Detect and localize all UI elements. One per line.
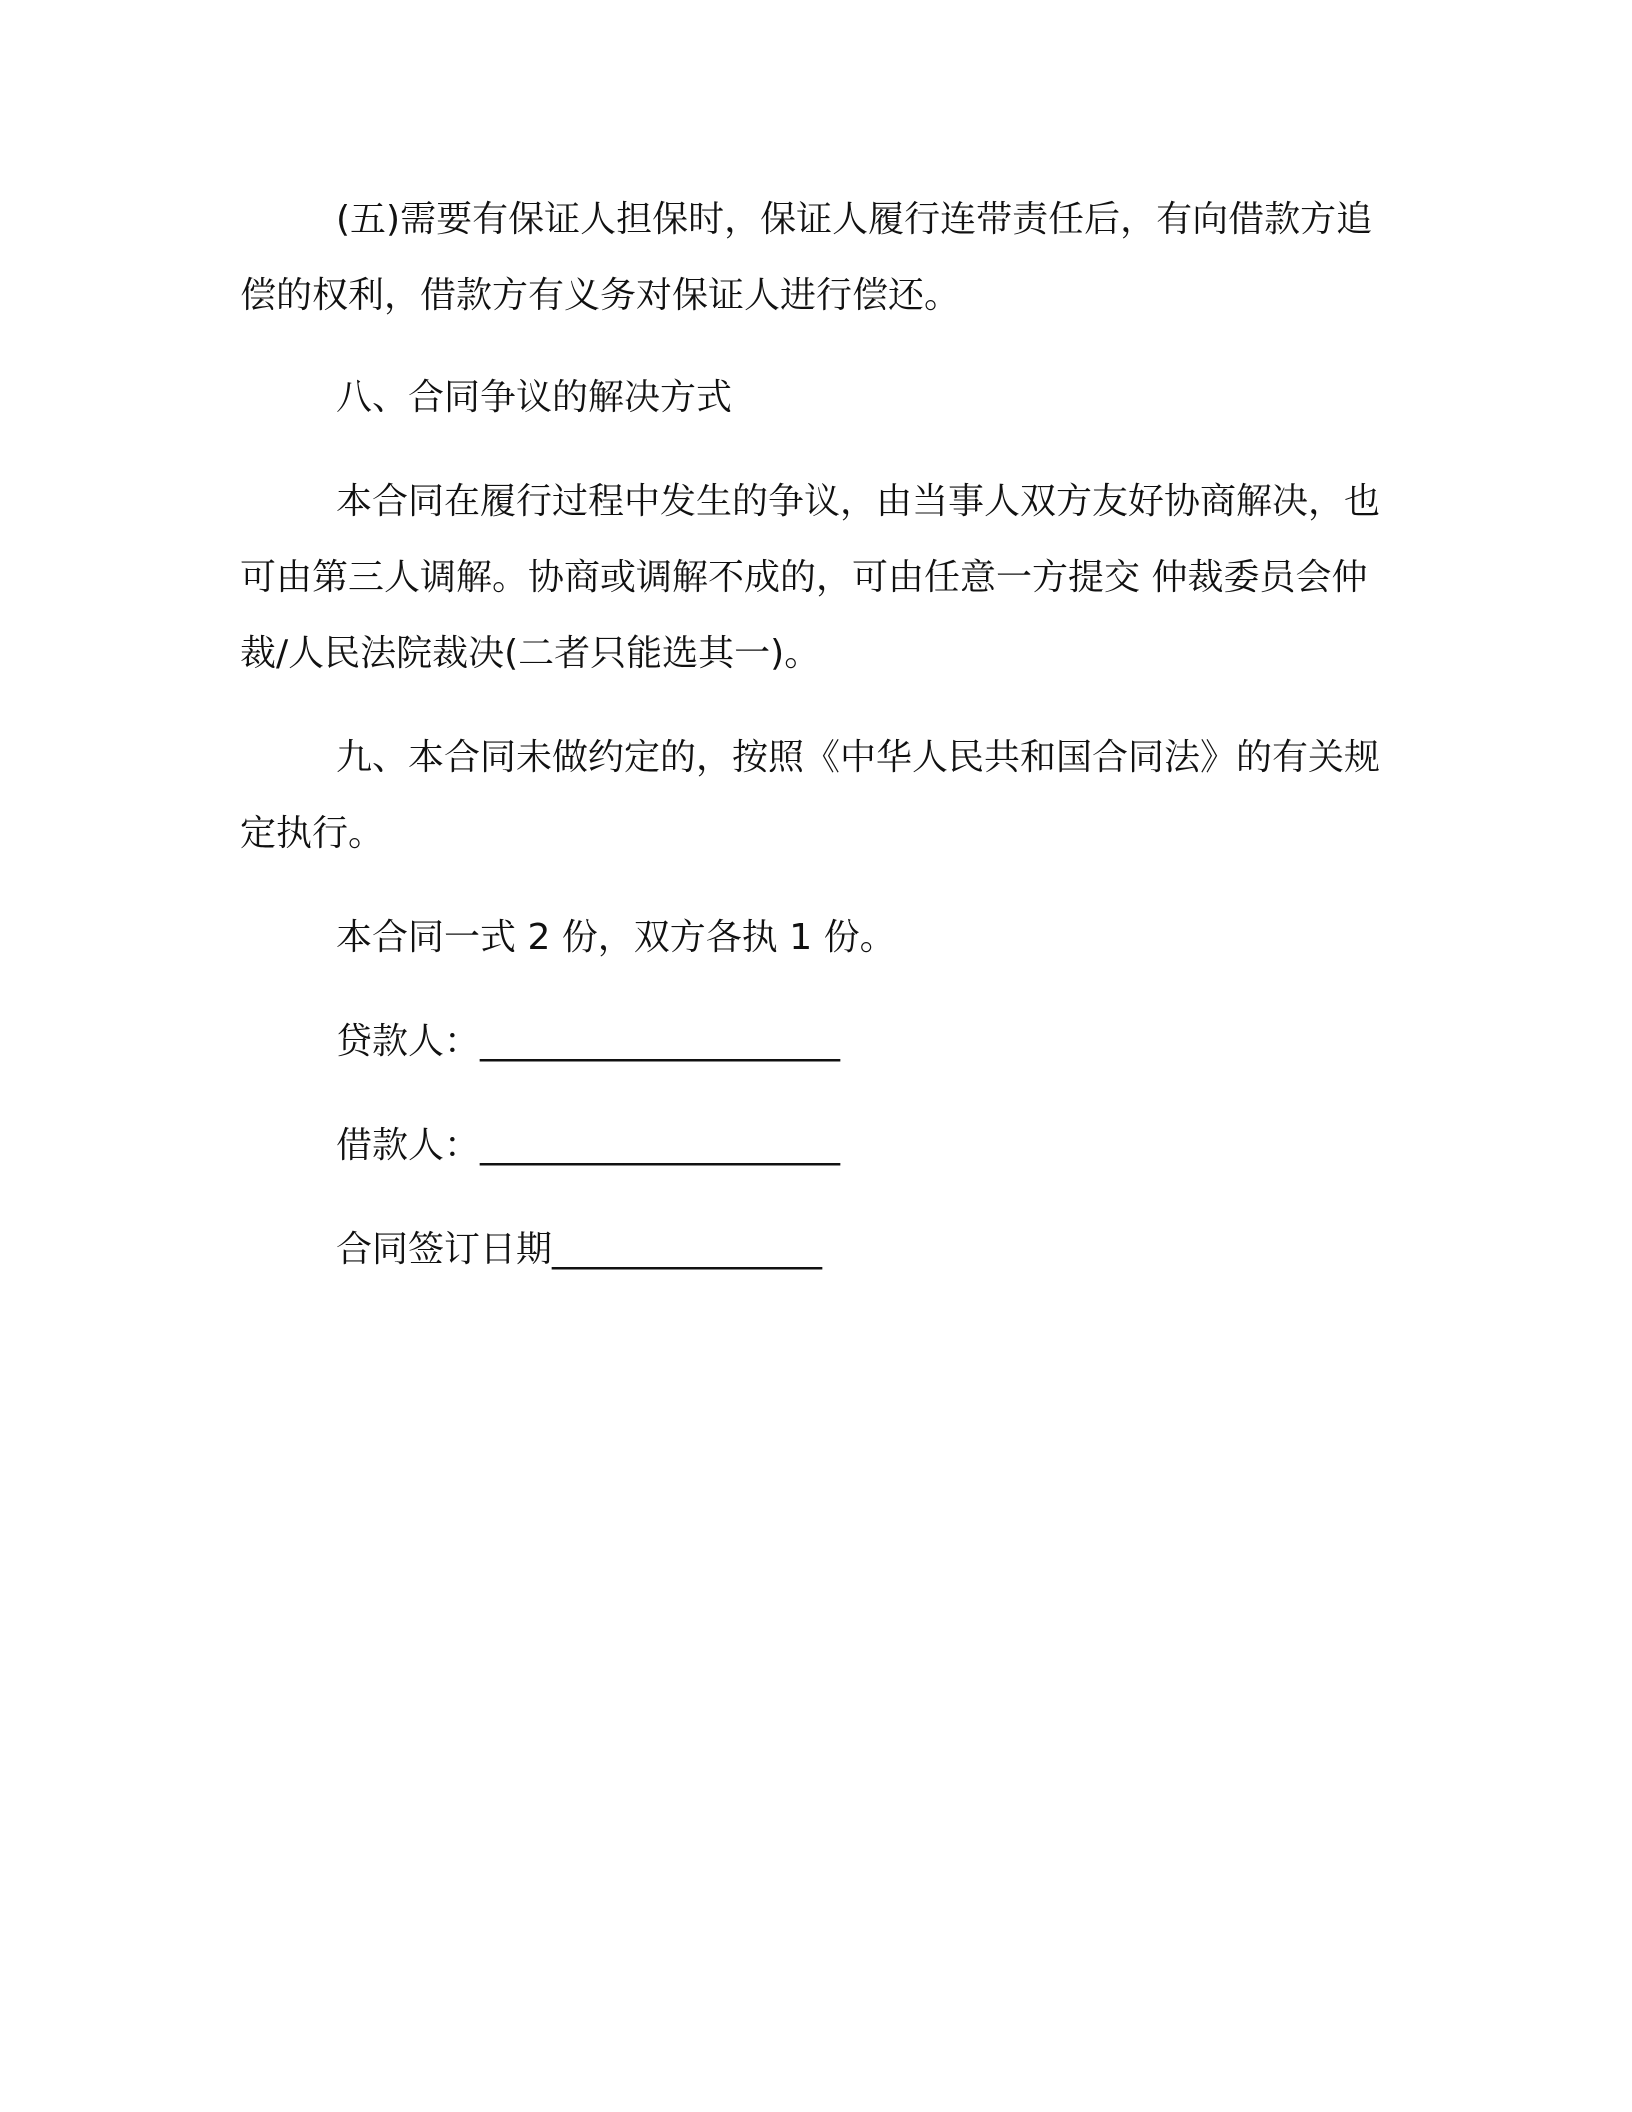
- section-8-body: 本合同在履行过程中发生的争议，由当事人双方友好协商解决，也可由第三人调解。协商或调解不成的，可由任意一方提交 仲裁委员会仲裁/人民法院裁决(二者只能选其一)。: [240, 481, 1381, 674]
- lender-signature-line: 贷款人：____________________: [336, 1021, 841, 1062]
- borrower-signature-line: 借款人：____________________: [336, 1125, 841, 1166]
- section-9: 九、本合同未做约定的，按照《中华人民共和国合同法》的有关规定执行。: [240, 737, 1381, 854]
- copies-statement: 本合同一式 2 份，双方各执 1 份。: [336, 917, 896, 958]
- section-8-heading: 八、合同争议的解决方式: [336, 377, 733, 418]
- clause-5-guarantor: (五)需要有保证人担保时，保证人履行连带责任后，有向借款方追偿的权利，借款方有义务对保证人进行偿还。: [240, 199, 1373, 316]
- signing-date-line: 合同签订日期_______________: [336, 1229, 823, 1270]
